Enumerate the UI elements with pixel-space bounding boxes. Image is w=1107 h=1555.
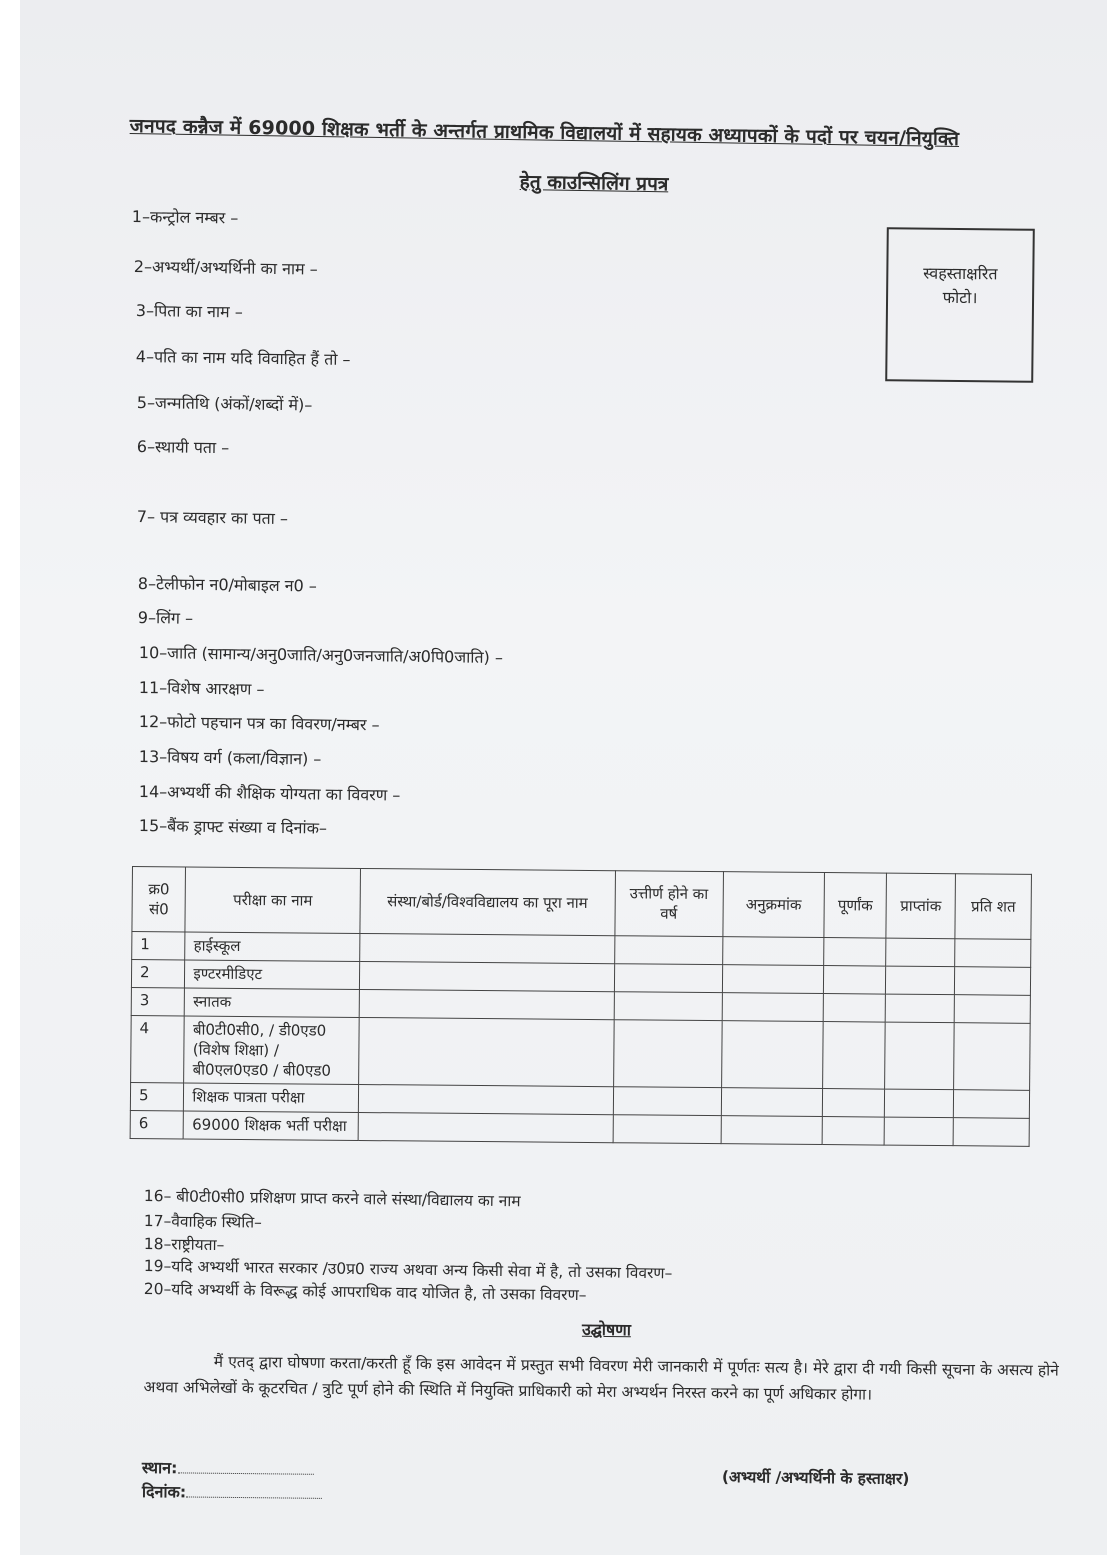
field-phone: 8–टेलीफोन न0/मोबाइल न0 – xyxy=(137,573,318,596)
cell-passing-year[interactable] xyxy=(614,992,722,1021)
field-husband-name: 4–पति का नाम यदि विवाहित हैं तो – xyxy=(135,346,351,369)
cell-max-marks[interactable] xyxy=(823,1089,885,1118)
cell-percentage[interactable] xyxy=(955,995,1031,1024)
header-obtained-marks: प्राप्तांक xyxy=(886,873,956,939)
place-blank[interactable] xyxy=(177,1458,313,1474)
field-dob: 5–जन्मतिथि (अंकों/शब्दों में)– xyxy=(136,392,313,415)
field-correspondence-address: 7– पत्र व्यवहार का पता – xyxy=(136,506,289,529)
cell-institution[interactable] xyxy=(358,1084,613,1114)
cell-passing-year[interactable] xyxy=(614,936,722,965)
signature-label: (अभ्यर्थी /अभ्यर्थिनी के हस्ताक्षर) xyxy=(721,1467,910,1488)
cell-obtained-marks[interactable] xyxy=(885,966,955,995)
field-criminal-case: 20–यदि अभ्यर्थी के विरूद्ध कोई आपराधिक वाद योजित है, तो उसका विवरण– xyxy=(143,1279,587,1305)
cell-roll-number[interactable] xyxy=(721,1021,823,1089)
header-institution: संस्था/बोर्ड/विश्वविद्यालय का पूरा नाम xyxy=(360,868,616,935)
row-exam-name: शिक्षक पात्रता परीक्षा xyxy=(184,1083,359,1113)
cell-roll-number[interactable] xyxy=(722,937,824,966)
header-percentage: प्रति शत xyxy=(955,874,1031,940)
date-line xyxy=(142,1480,323,1504)
cell-institution[interactable] xyxy=(358,1112,613,1142)
field-subject-group: 13–विषय वर्ग (कला/विज्ञान) – xyxy=(138,746,322,769)
cell-institution[interactable] xyxy=(358,1017,614,1086)
place-label: स्थान: xyxy=(141,1457,178,1478)
row-serial: 4 xyxy=(131,1015,185,1082)
date-blank[interactable] xyxy=(186,1482,322,1498)
row-exam-name: 69000 शिक्षक भर्ती परीक्षा xyxy=(184,1111,359,1141)
field-candidate-name: 2–अभ्यर्थी/अभ्यर्थिनी का नाम – xyxy=(133,256,318,279)
cell-roll-number[interactable] xyxy=(722,993,824,1022)
place-line xyxy=(142,1456,314,1480)
cell-percentage[interactable] xyxy=(954,1023,1030,1091)
form-page xyxy=(20,0,1107,1555)
cell-institution[interactable] xyxy=(359,933,614,963)
table-row xyxy=(131,1015,1031,1090)
cell-roll-number[interactable] xyxy=(721,1116,823,1145)
header-passing-year: उत्तीर्ण होने का वर्ष xyxy=(615,871,723,937)
form-subtitle: हेतु काउन्सिलिंग प्रपत्र xyxy=(519,170,669,196)
cell-passing-year[interactable] xyxy=(613,1087,721,1116)
header-roll-number: अनुक्रमांक xyxy=(722,872,824,938)
cell-roll-number[interactable] xyxy=(722,965,824,994)
cell-passing-year[interactable] xyxy=(614,964,722,993)
row-exam-name: हाईस्कूल xyxy=(185,932,360,962)
field-category: 10–जाति (सामान्य/अनु0जाति/अनु0जनजाति/अ0पि0जाति) – xyxy=(138,642,504,668)
header-exam-name: परीक्षा का नाम xyxy=(185,867,360,934)
row-serial: 2 xyxy=(131,960,185,988)
cell-max-marks[interactable] xyxy=(824,966,886,995)
row-serial: 3 xyxy=(131,987,185,1015)
cell-max-marks[interactable] xyxy=(824,938,886,967)
row-exam-name: स्नातक xyxy=(185,988,360,1018)
field-government-service: 19–यदि अभ्यर्थी भारत सरकार /उ0प्र0 राज्य अथवा अन्य किसी सेवा में है, तो उसका विवरण– xyxy=(143,1256,673,1283)
cell-percentage[interactable] xyxy=(955,967,1031,996)
field-btc-institute: 16– बी0टी0सी0 प्रशिक्षण प्राप्त करने वाले संस्था/विद्यालय का नाम xyxy=(143,1186,521,1211)
field-photo-id: 12–फोटो पहचान पत्र का विवरण/नम्बर – xyxy=(138,711,380,735)
row-exam-name: इण्टरमीडिएट xyxy=(185,960,360,990)
cell-obtained-marks[interactable] xyxy=(884,1117,954,1146)
row-serial: 5 xyxy=(130,1082,184,1110)
cell-passing-year[interactable] xyxy=(613,1020,721,1088)
field-gender: 9–लिंग – xyxy=(137,607,194,628)
field-bank-draft: 15–बैंक ड्राफ्ट संख्या व दिनांक– xyxy=(138,815,328,838)
field-permanent-address: 6–स्थायी पता – xyxy=(136,436,230,458)
cell-passing-year[interactable] xyxy=(613,1115,721,1144)
cell-institution[interactable] xyxy=(359,989,614,1019)
cell-percentage[interactable] xyxy=(955,939,1031,968)
header-max-marks: पूर्णांक xyxy=(824,873,886,939)
field-nationality: 18–राष्ट्रीयता– xyxy=(143,1234,225,1255)
cell-roll-number[interactable] xyxy=(721,1088,823,1117)
cell-percentage[interactable] xyxy=(954,1090,1030,1119)
cell-max-marks[interactable] xyxy=(822,1117,884,1146)
header-serial: क्र0 सं0 xyxy=(132,867,186,932)
photo-box xyxy=(885,227,1035,383)
field-special-reservation: 11–विशेष आरक्षण – xyxy=(138,677,265,699)
field-father-name: 3–पिता का नाम – xyxy=(135,300,243,322)
cell-max-marks[interactable] xyxy=(824,994,886,1023)
date-label: दिनांक: xyxy=(141,1481,187,1502)
declaration-text: मैं एतद् द्वारा घोषणा करता/करती हूँ कि इस आवेदन में प्रस्तुत सभी विवरण मेरी जानकारी में पूर्णतः सत्य है। मेरे द्वारा दी गयी किसी सूचना के असत्य होने अथवा अभिलेखों के कूटरचित / त्रुटि पूर्ण होने की स्थिति में नियुक्ति प्राधिकारी को मेरा अभ्यर्थन निरस्त करने का पूर्ण अधिकार होगा। xyxy=(143,1352,1059,1404)
declaration-heading: उद्घोषणा xyxy=(581,1319,632,1340)
row-exam-name: बी0टी0सी0, / डी0एड0 (विशेष शिक्षा) / बी0एल0एड0 / बी0एड0 xyxy=(184,1016,359,1085)
cell-obtained-marks[interactable] xyxy=(885,994,955,1023)
field-marital-status: 17–वैवाहिक स्थिति– xyxy=(143,1211,262,1232)
form-title: जनपद कन्नैज में 69000 शिक्षक भर्ती के अन्तर्गत प्राथमिक विद्यालयों में सहायक अध्यापकों के पदों पर चयन/नियुक्ति xyxy=(129,114,960,151)
photo-box-label-2: फोटो। xyxy=(942,287,978,308)
qualification-table xyxy=(130,866,1032,1147)
row-serial: 6 xyxy=(130,1110,184,1138)
cell-obtained-marks[interactable] xyxy=(884,1022,954,1090)
cell-percentage[interactable] xyxy=(953,1118,1029,1147)
row-serial: 1 xyxy=(132,932,186,960)
cell-obtained-marks[interactable] xyxy=(884,1089,954,1118)
cell-obtained-marks[interactable] xyxy=(885,938,955,967)
table-header-row xyxy=(132,867,1032,940)
photo-box-label-1: स्वहस्ताक्षरित xyxy=(923,263,998,284)
cell-max-marks[interactable] xyxy=(823,1022,885,1090)
cell-institution[interactable] xyxy=(359,961,614,991)
field-control-number: 1–कन्ट्रोल नम्बर – xyxy=(131,206,239,228)
field-educational-qualification: 14–अभ्यर्थी की शैक्षिक योग्यता का विवरण – xyxy=(138,781,401,805)
